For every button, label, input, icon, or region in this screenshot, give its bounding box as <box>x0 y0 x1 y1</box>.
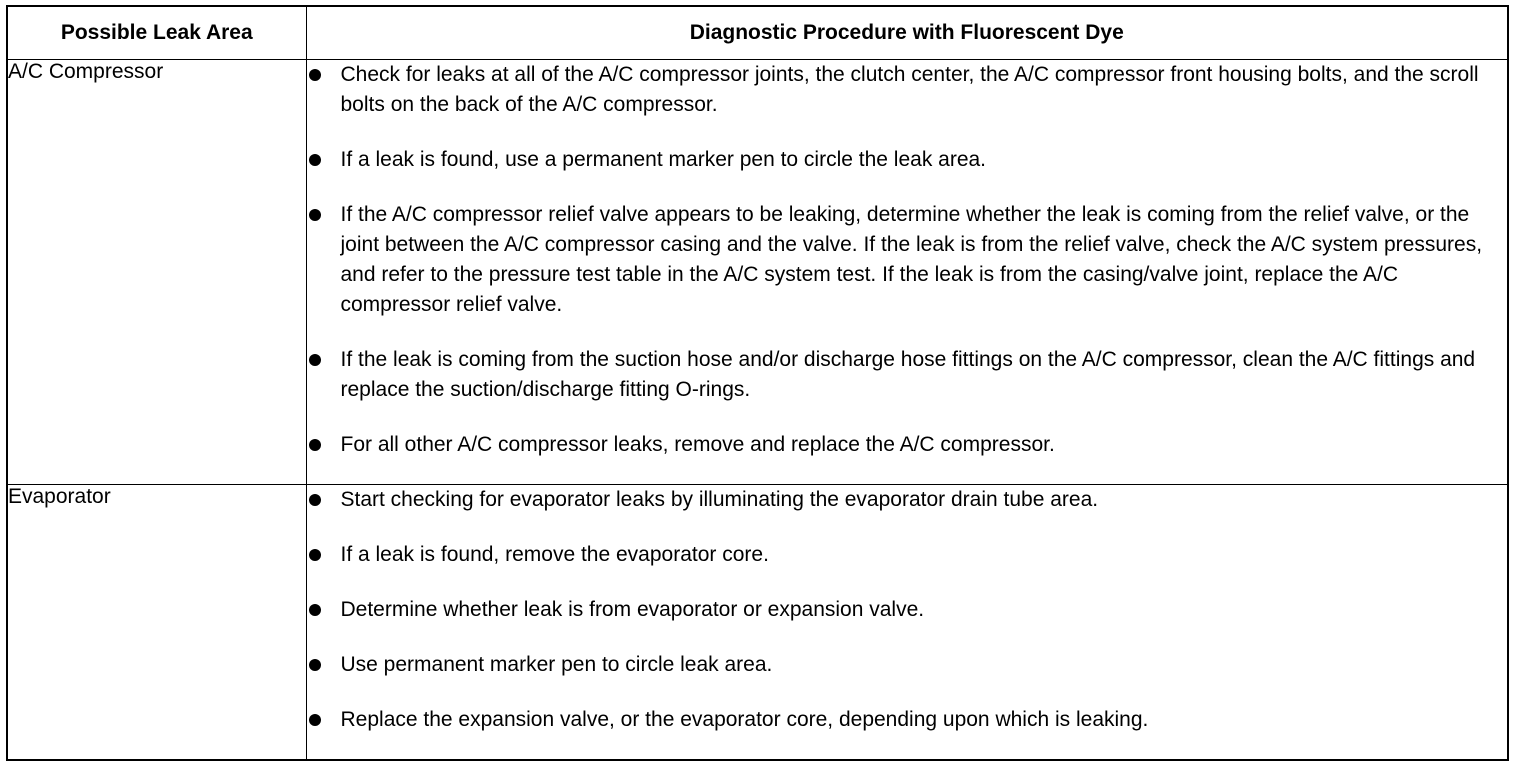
step-text: If a leak is found, remove the evaporator core. <box>340 543 769 566</box>
step-text: Check for leaks at all of the A/C compressor joints, the clutch center, the A/C compressor front housing bolts, and the scroll bolts on the back of the A/C compressor. <box>340 63 1479 116</box>
table-row-ac-compressor <box>7 60 1508 485</box>
bullet-icon <box>309 604 321 616</box>
bullet-icon <box>309 439 321 451</box>
header-possible-leak-area: Possible Leak Area <box>7 6 306 60</box>
procedure-step <box>307 540 1508 570</box>
bullet-icon <box>309 209 321 221</box>
bullet-icon <box>309 549 321 561</box>
step-text: Replace the expansion valve, or the evaporator core, depending upon which is leaking. <box>340 708 1149 731</box>
leak-diagnosis-table <box>6 5 1509 761</box>
step-text: If the leak is coming from the suction hose and/or discharge hose fittings on the A/C compressor, clean the A/C fittings and replace the suction/discharge fitting O-rings. <box>340 348 1476 401</box>
bullet-icon <box>309 714 321 726</box>
area-cell: A/C Compressor <box>7 60 306 485</box>
step-text: If a leak is found, use a permanent marker pen to circle the leak area. <box>340 148 987 171</box>
procedure-step <box>307 345 1508 405</box>
table-row-evaporator <box>7 485 1508 760</box>
bullet-icon <box>309 154 321 166</box>
step-text: Use permanent marker pen to circle leak area. <box>340 653 773 676</box>
area-cell: Evaporator <box>7 485 306 760</box>
bullet-icon <box>309 494 321 506</box>
procedure-step <box>307 145 1508 175</box>
procedure-step <box>307 595 1508 625</box>
bullet-icon <box>309 659 321 671</box>
procedure-steps <box>307 60 1508 460</box>
procedure-step <box>307 60 1508 120</box>
header-diagnostic-procedure: Diagnostic Procedure with Fluorescent Dye <box>306 6 1508 60</box>
procedure-steps <box>307 485 1508 735</box>
procedure-step <box>307 650 1508 680</box>
procedure-step <box>307 705 1508 735</box>
step-text: For all other A/C compressor leaks, remove and replace the A/C compressor. <box>340 433 1055 456</box>
procedure-cell <box>306 60 1508 485</box>
bullet-icon <box>309 354 321 366</box>
step-text: Start checking for evaporator leaks by illuminating the evaporator drain tube area. <box>340 488 1099 511</box>
table-header-row <box>7 6 1508 60</box>
procedure-step <box>307 485 1508 515</box>
procedure-step <box>307 200 1508 320</box>
step-text: If the A/C compressor relief valve appears to be leaking, determine whether the leak is coming from the relief valve, or the joint between the A/C compressor casing and the valve. If the leak is from the relief valve, check the A/C system pressures, and refer to the pressure test table in the A/C system test. If the leak is from the casing/valve joint, replace the A/C compressor relief valve. <box>340 203 1483 316</box>
procedure-cell <box>306 485 1508 760</box>
bullet-icon <box>309 69 321 81</box>
step-text: Determine whether leak is from evaporator or expansion valve. <box>340 598 925 621</box>
procedure-step <box>307 430 1508 460</box>
